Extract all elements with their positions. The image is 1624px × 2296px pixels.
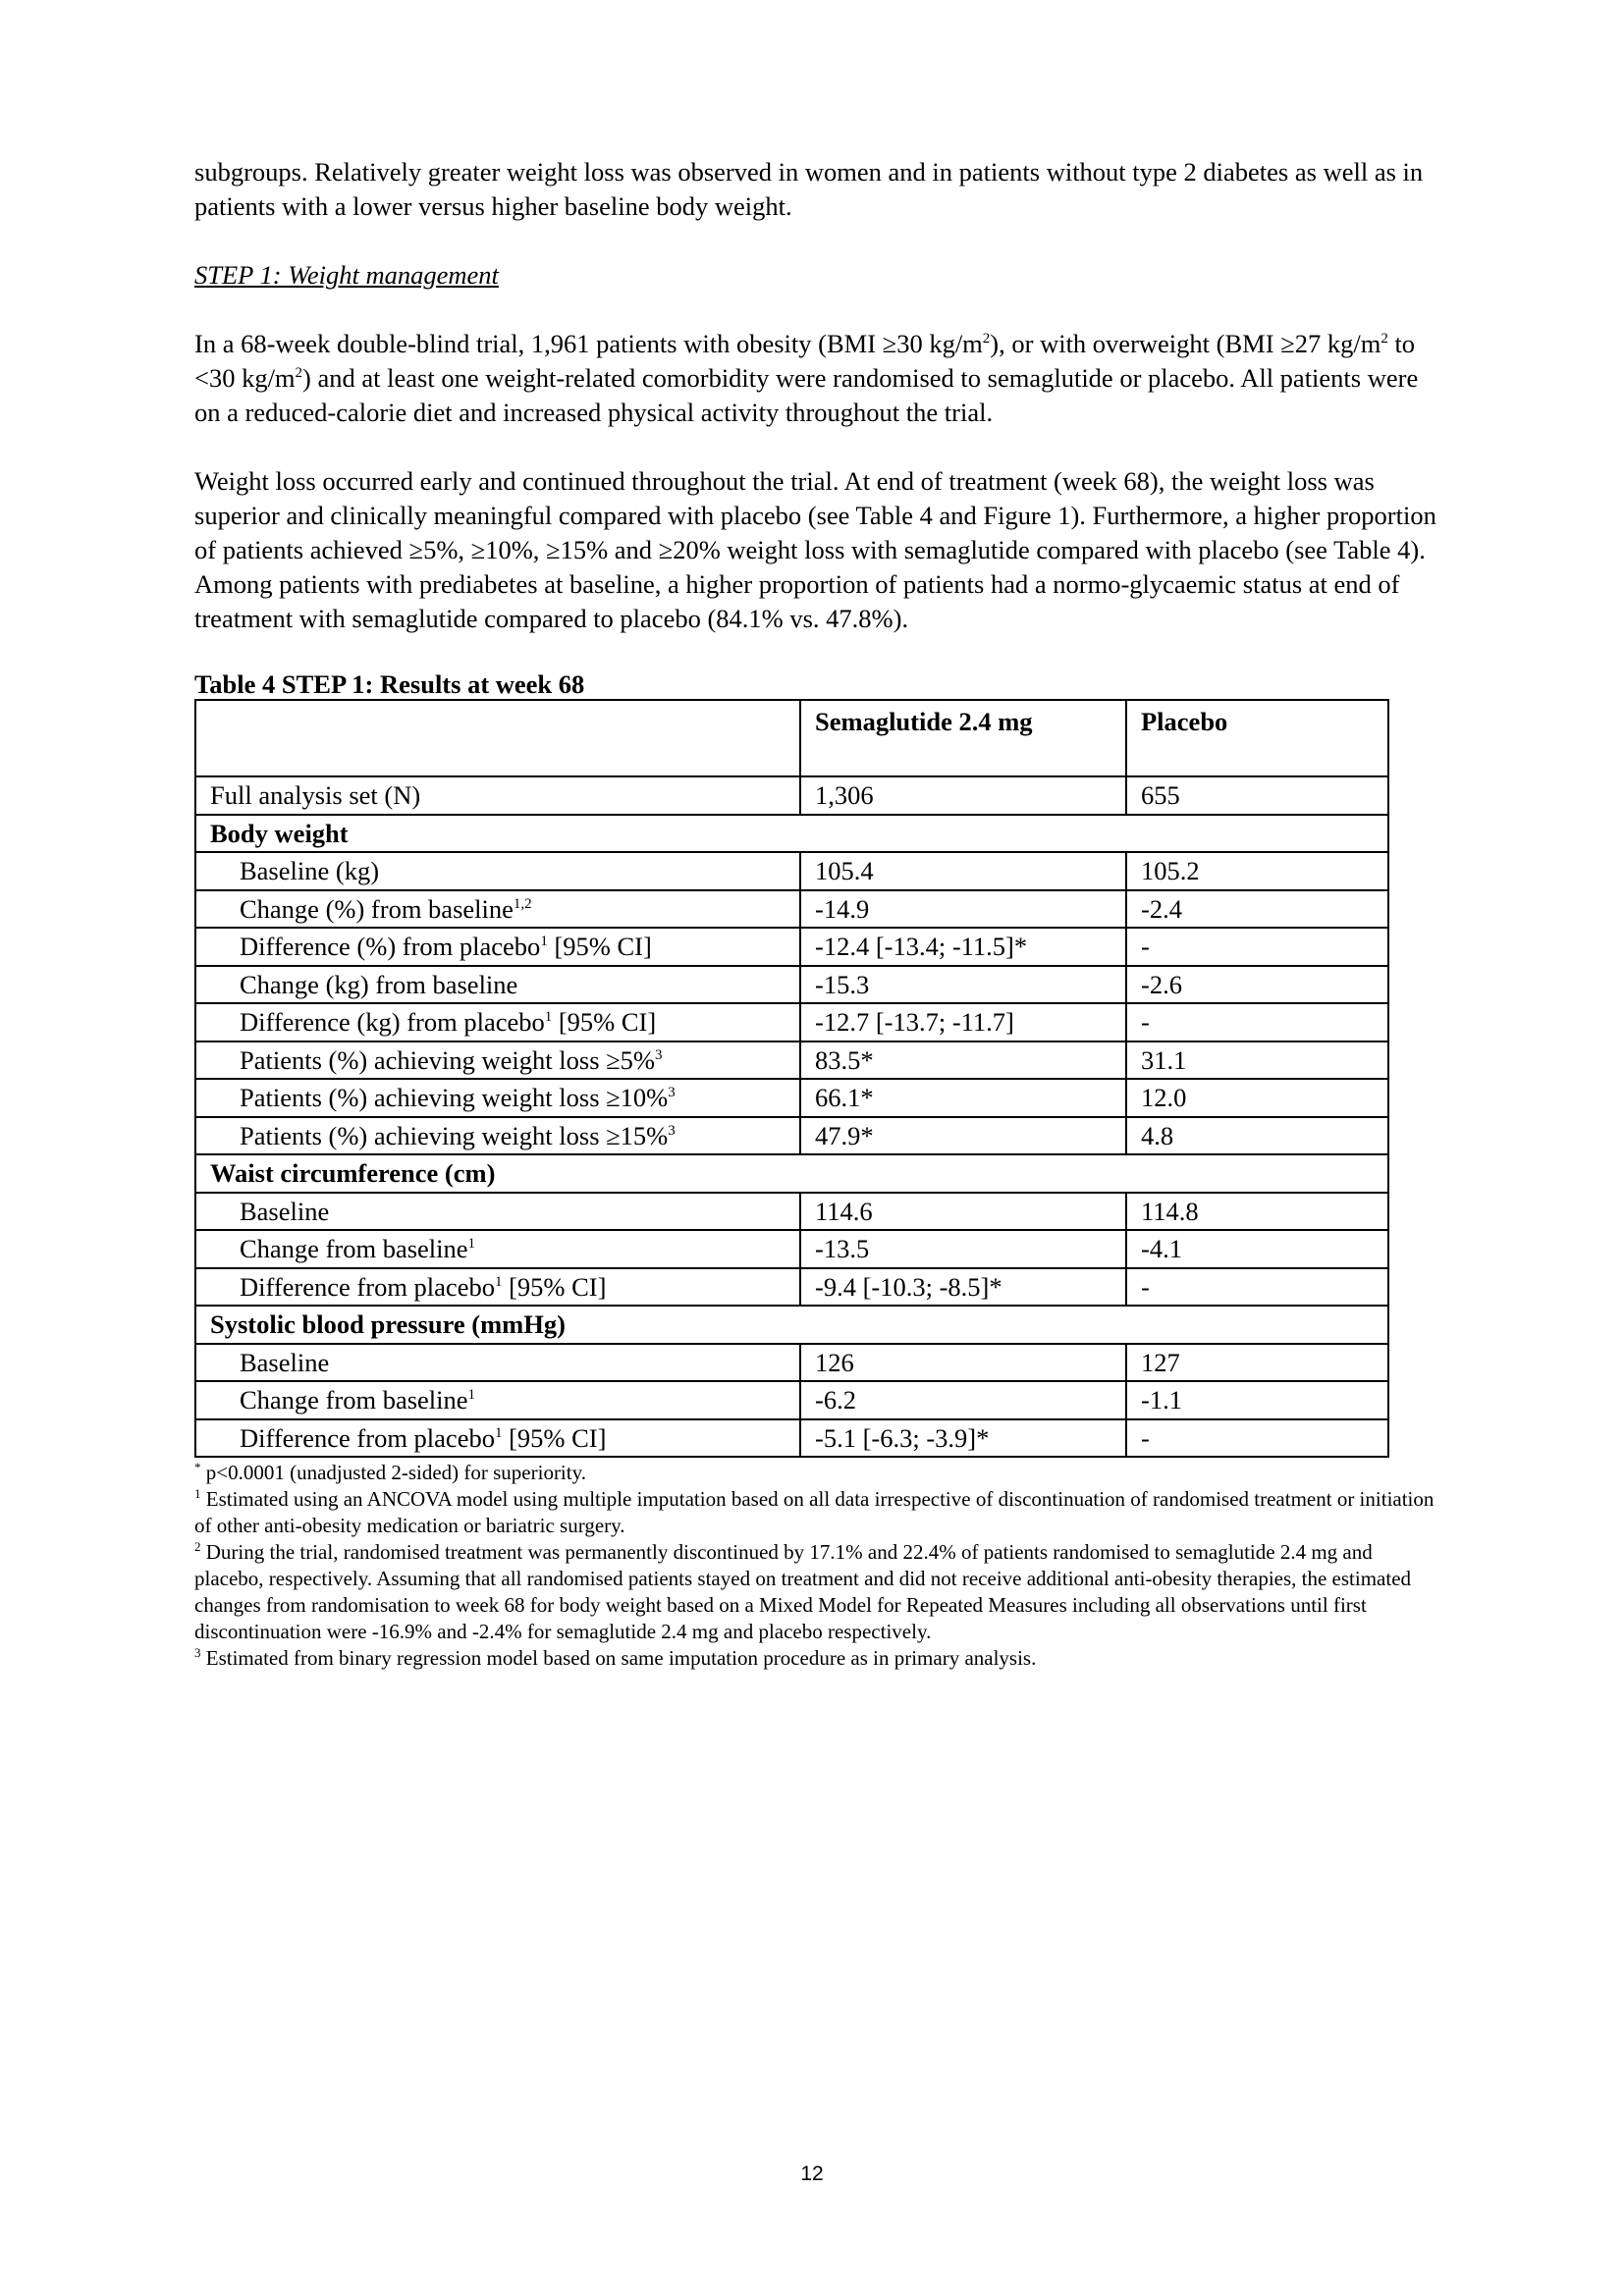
row-label [195, 1003, 800, 1041]
cell-semaglutide: 83.5* [800, 1041, 1126, 1080]
footnote [194, 1460, 1441, 1486]
superscript: 2 [295, 365, 303, 382]
cell-semaglutide: -15.3 [800, 966, 1126, 1004]
footnote-ref: 3 [668, 1122, 676, 1139]
page-number: 12 [800, 2163, 824, 2185]
table-section-row [195, 1306, 1388, 1344]
results-table [194, 699, 1389, 1458]
table-row [195, 1041, 1388, 1080]
section-title: Waist circumference (cm) [195, 1154, 1388, 1193]
document-page [194, 155, 1441, 1672]
row-label-text: Patients (%) achieving weight loss ≥10% [240, 1083, 669, 1112]
cell-semaglutide: 105.4 [800, 852, 1126, 890]
row-label [195, 1079, 800, 1117]
paragraph-subgroups: subgroups. Relatively greater weight loss was observed in women and in patients without type 2 diabetes as well as in patients with a lower versus higher baseline body weight. [194, 157, 1424, 221]
text-segment: ) and at least one weight-related comorbidity were randomised to semaglutide or placebo. All patients were on a reduced-calorie diet and increased physical activity throughout the trial. [194, 363, 1419, 427]
row-label [195, 1193, 800, 1231]
section-title: Systolic blood pressure (mmHg) [195, 1306, 1388, 1344]
paragraph-trial-design [194, 327, 1441, 430]
table-row [195, 1419, 1388, 1458]
table-row [195, 1344, 1388, 1382]
table-row [195, 890, 1388, 929]
cell-placebo: -4.1 [1126, 1230, 1388, 1268]
cell-semaglutide: -12.7 [-13.7; -11.7] [800, 1003, 1126, 1041]
footnote-mark: 3 [194, 1645, 201, 1660]
row-label-text: Baseline [240, 1196, 330, 1226]
row-label [195, 928, 800, 966]
footnote-ref: 3 [668, 1085, 676, 1101]
table-row [195, 1003, 1388, 1041]
footnote-text: Estimated using an ANCOVA model using multiple imputation based on all data irrespective of discontinuation of randomised treatment or initiation of other anti-obesity medication or bariatric surgery. [194, 1487, 1435, 1537]
table-caption: Table 4 STEP 1: Results at week 68 [194, 669, 585, 699]
row-label-text: Change (kg) from baseline [240, 969, 518, 999]
row-label [195, 1344, 800, 1382]
row-label-text: Difference from placebo [240, 1422, 495, 1453]
row-label [195, 1230, 800, 1268]
cell-semaglutide: -13.5 [800, 1230, 1126, 1268]
footnote [194, 1645, 1441, 1672]
cell-placebo: -1.1 [1126, 1381, 1388, 1419]
row-label-text: Change (%) from baseline [240, 893, 514, 924]
row-label-text: Baseline [240, 1347, 330, 1377]
row-label [195, 890, 800, 929]
footnote-ref: 1 [467, 1236, 476, 1253]
table-row [195, 928, 1388, 966]
cell-semaglutide: 1,306 [800, 776, 1126, 815]
cell-placebo: - [1126, 928, 1388, 966]
cell-semaglutide: 114.6 [800, 1193, 1126, 1231]
row-label [195, 966, 800, 1004]
cell-placebo: 12.0 [1126, 1079, 1388, 1117]
row-label-text: Difference (kg) from placebo [240, 1007, 545, 1037]
row-label-text: Change from baseline [240, 1234, 468, 1263]
footnote-ref: 1 [540, 934, 548, 950]
cell-placebo: -2.6 [1126, 966, 1388, 1004]
footnote-mark: * [194, 1460, 201, 1474]
header-cell-semaglutide: Semaglutide 2.4 mg [800, 700, 1126, 776]
cell-placebo: -2.4 [1126, 890, 1388, 929]
cell-semaglutide: -6.2 [800, 1381, 1126, 1419]
cell-placebo: - [1126, 1268, 1388, 1307]
section-heading: STEP 1: Weight management [194, 260, 499, 290]
cell-placebo: 114.8 [1126, 1193, 1388, 1231]
paragraph-weight-loss: Weight loss occurred early and continued throughout the trial. At end of treatment (week 68), the weight loss was superior and clinically meaningful compared with placebo (see Table 4 and Figure 1). Furthermore, a higher proportion of patients achieved ≥5%, ≥10%, ≥15% and ≥20% weight loss with semaglutide compared with placebo (see Table 4). Among patients with prediabetes at baseline, a higher proportion of patients had a normo-glycaemic status at end of treatment with semaglutide compared to placebo (84.1% vs. 47.8%). [194, 466, 1436, 633]
footnote-text: Estimated from binary regression model based on same imputation procedure as in primary analysis. [200, 1646, 1037, 1670]
row-label [195, 1268, 800, 1307]
footnote-text: During the trial, randomised treatment was permanently discontinued by 17.1% and 22.4% of patients randomised to semaglutide 2.4 mg and placebo, respectively. Assuming that all randomised patients stayed on treatment and did not receive additional anti-obesity therapies, the estimated changes from randomisation to week 68 for body weight based on a Mixed Model for Repeated Measures including all observations until first discontinuation were -16.9% and -2.4% for semaglutide 2.4 mg and placebo respectively. [194, 1540, 1412, 1643]
table-row [195, 966, 1388, 1004]
footnote-ref: 1 [494, 1424, 503, 1441]
table-header-row [195, 700, 1388, 776]
cell-semaglutide: -9.4 [-10.3; -8.5]* [800, 1268, 1126, 1307]
row-label [195, 1381, 800, 1419]
row-label [195, 1117, 800, 1155]
cell-semaglutide: -14.9 [800, 890, 1126, 929]
footnote-ref: 1 [494, 1273, 503, 1290]
text-segment: to <30 kg/m [194, 329, 1416, 393]
row-label-text: Change from baseline [240, 1385, 468, 1415]
row-label: Full analysis set (N) [195, 776, 800, 815]
table-row [195, 1268, 1388, 1307]
row-label-text: Baseline (kg) [240, 856, 380, 885]
header-cell-blank [195, 700, 800, 776]
row-label [195, 1041, 800, 1080]
row-label [195, 852, 800, 890]
row-label-tail: [95% CI] [547, 932, 652, 961]
row-label-tail: [95% CI] [552, 1007, 657, 1037]
table-row-full-analysis [195, 776, 1388, 815]
footnote-mark: 2 [194, 1539, 201, 1554]
table-section-row [195, 815, 1388, 853]
cell-semaglutide: -12.4 [-13.4; -11.5]* [800, 928, 1126, 966]
footnote-mark: 1 [194, 1486, 201, 1501]
cell-placebo: 4.8 [1126, 1117, 1388, 1155]
cell-semaglutide: 126 [800, 1344, 1126, 1382]
superscript: 2 [982, 331, 991, 347]
row-label-text: Patients (%) achieving weight loss ≥15% [240, 1120, 669, 1150]
table-row [195, 1079, 1388, 1117]
footnote-ref: 1 [467, 1387, 476, 1404]
footnote-ref: 3 [655, 1046, 663, 1063]
text-segment: ), or with overweight (BMI ≥27 kg/m [990, 329, 1381, 358]
section-title: Body weight [195, 815, 1388, 853]
table-section-row [195, 1154, 1388, 1193]
row-label-text: Difference (%) from placebo [240, 932, 541, 961]
text-segment: In a 68-week double-blind trial, 1,961 patients with obesity (BMI ≥30 kg/m [194, 329, 983, 358]
footnote-text: p<0.0001 (unadjusted 2-sided) for superiority. [200, 1461, 586, 1484]
footnote [194, 1539, 1441, 1645]
row-label-tail: [95% CI] [502, 1422, 607, 1453]
row-label-text: Difference from placebo [240, 1271, 495, 1302]
footnote-ref: 1 [544, 1009, 553, 1026]
cell-semaglutide: -5.1 [-6.3; -3.9]* [800, 1419, 1126, 1458]
footnotes [194, 1460, 1441, 1672]
row-label [195, 1419, 800, 1458]
superscript: 2 [1380, 331, 1388, 347]
table-row [195, 1381, 1388, 1419]
cell-placebo: 31.1 [1126, 1041, 1388, 1080]
table-row [195, 1230, 1388, 1268]
cell-placebo: - [1126, 1003, 1388, 1041]
row-label-text: Patients (%) achieving weight loss ≥5% [240, 1044, 656, 1075]
cell-semaglutide: 47.9* [800, 1117, 1126, 1155]
cell-placebo: - [1126, 1419, 1388, 1458]
cell-placebo: 655 [1126, 776, 1388, 815]
cell-semaglutide: 66.1* [800, 1079, 1126, 1117]
table-row [195, 1193, 1388, 1231]
table-row [195, 852, 1388, 890]
footnote-ref: 1,2 [513, 895, 532, 912]
header-cell-placebo: Placebo [1126, 700, 1388, 776]
footnote [194, 1486, 1441, 1539]
table-row [195, 1117, 1388, 1155]
cell-placebo: 127 [1126, 1344, 1388, 1382]
cell-placebo: 105.2 [1126, 852, 1388, 890]
row-label-tail: [95% CI] [502, 1271, 607, 1302]
